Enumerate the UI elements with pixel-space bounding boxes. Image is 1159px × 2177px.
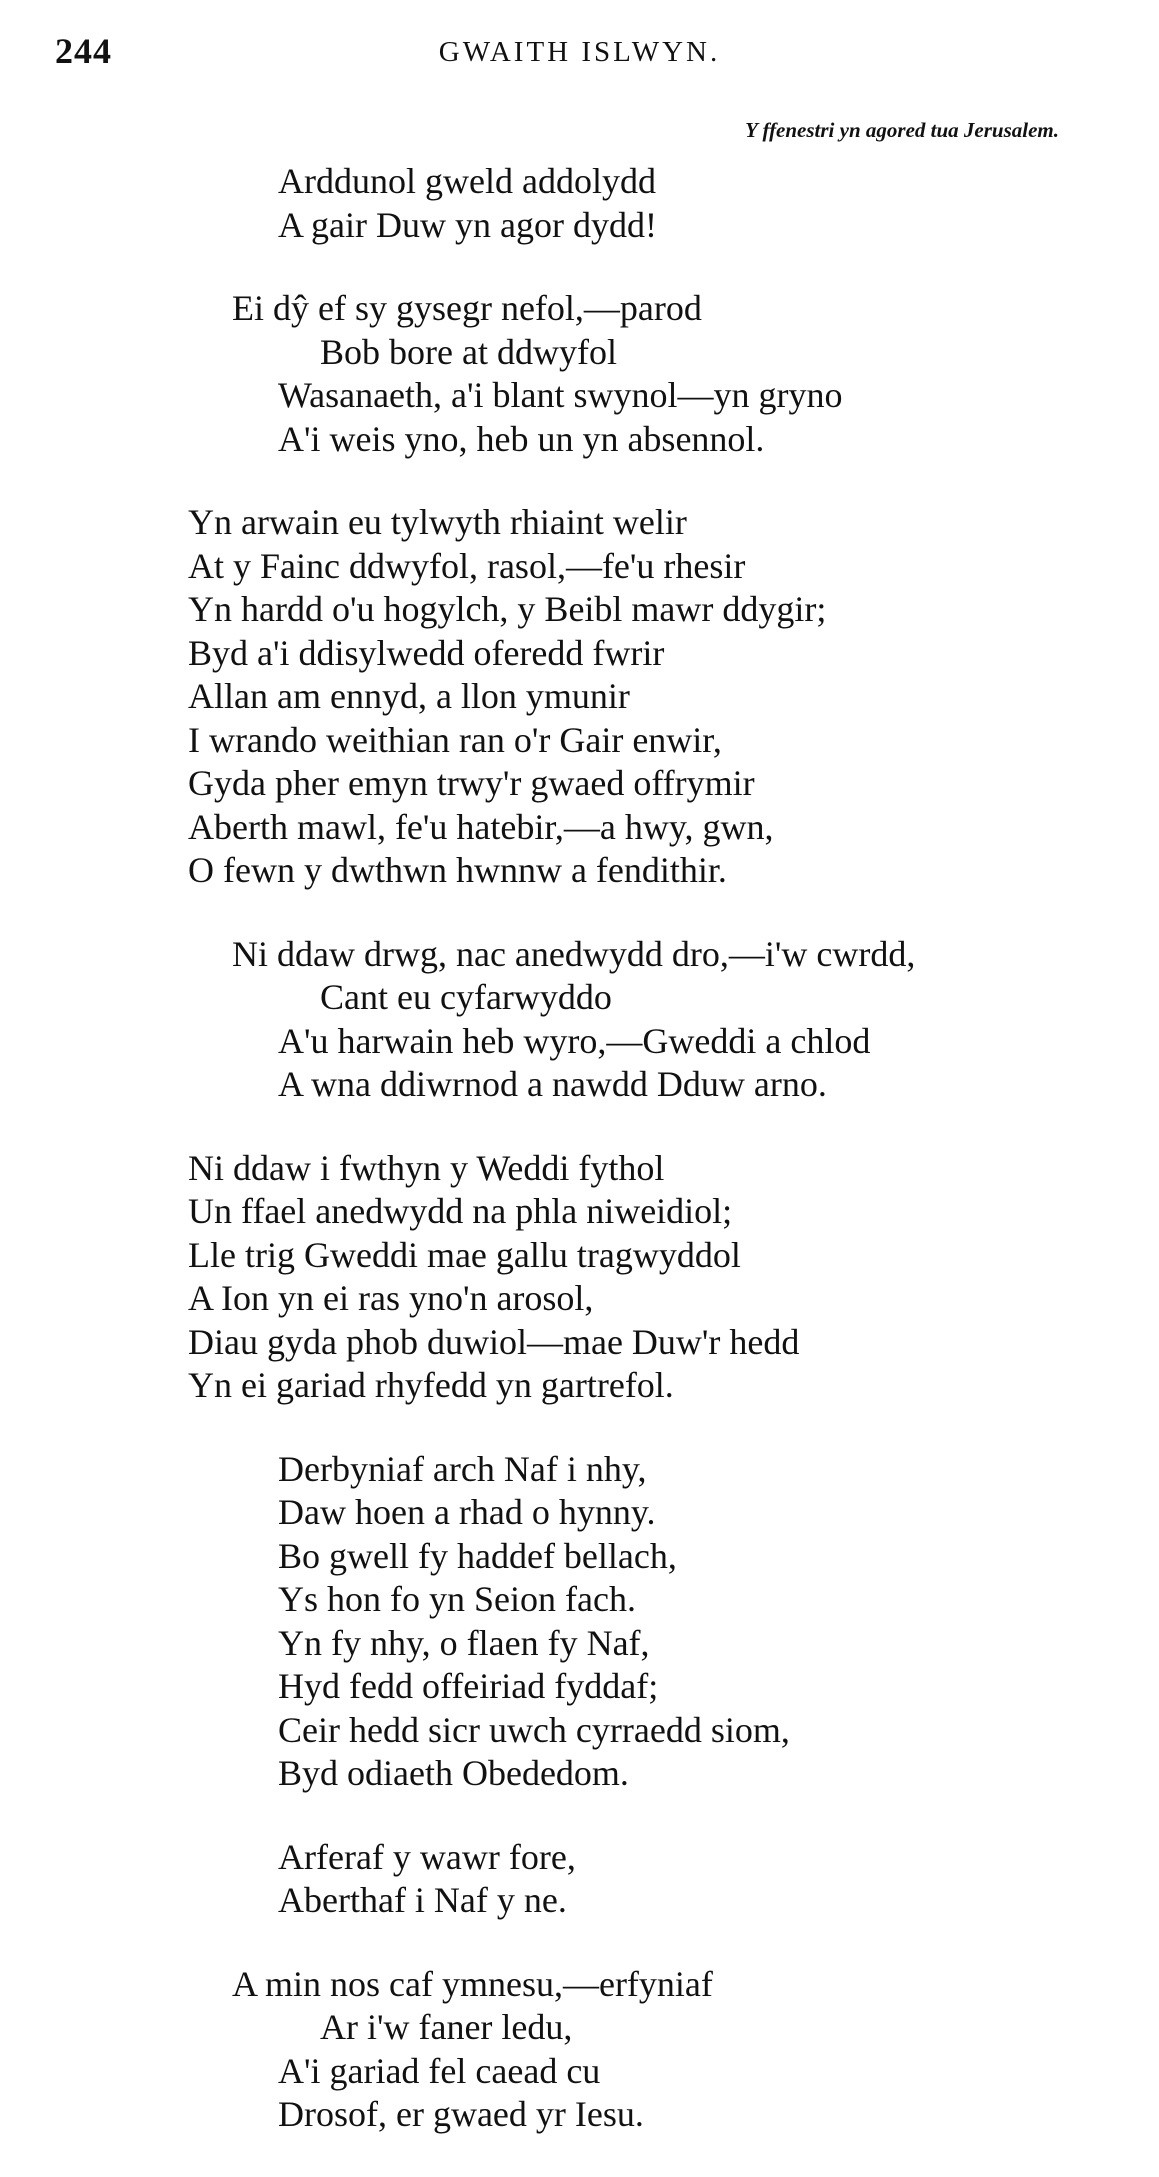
source-note: Y ffenestri yn agored tua Jerusalem. — [745, 118, 1059, 142]
stanza — [0, 1147, 1159, 1408]
poem-line: I wrando weithian ran o'r Gair enwir, — [188, 719, 722, 760]
poem-line: Byd odiaeth Obededom. — [278, 1753, 629, 1793]
poem-line: A Ion yn ei ras yno'n arosol, — [188, 1278, 594, 1318]
poem-line: Lle trig Gweddi mae gallu tragwyddol — [188, 1234, 741, 1275]
stanza — [0, 933, 1159, 1107]
poem-line: Ceir hedd sicr uwch cyrraedd siom, — [278, 1709, 790, 1750]
poem-line: Ar i'w faner ledu, — [320, 2007, 573, 2047]
poem-line: A'i gariad fel caead cu — [278, 2050, 601, 2091]
stanza — [0, 160, 1159, 247]
stanza — [0, 1448, 1159, 1796]
poem-line: Yn fy nhy, o flaen fy Naf, — [278, 1622, 650, 1663]
poem-line: Bo gwell fy haddef bellach, — [278, 1535, 677, 1576]
poem-line: Wasanaeth, a'i blant swynol—yn gryno — [278, 375, 843, 415]
poem-line: Daw hoen a rhad o hynny. — [278, 1492, 656, 1532]
poem-line: Un ffael anedwydd na phla niweidiol; — [188, 1191, 733, 1231]
stanza — [0, 1836, 1159, 1923]
poem-line: A min nos caf ymnesu,—erfyniaf — [232, 1963, 713, 2004]
page-header — [0, 30, 1159, 80]
poem-line: A gair Duw yn agor dydd! — [278, 204, 657, 245]
poem-line: Arddunol gweld addolydd — [278, 161, 656, 201]
poem-line: Ni ddaw i fwthyn y Weddi fythol — [188, 1147, 665, 1188]
poem-line: Aberthaf i Naf y ne. — [278, 1880, 567, 1920]
stanza — [0, 501, 1159, 893]
poem-line: Cant eu cyfarwyddo — [320, 977, 612, 1017]
poem-line: Hyd fedd offeiriad fyddaf; — [278, 1666, 659, 1706]
poem-line: A'i weis yno, heb un yn absennol. — [278, 418, 765, 459]
stanza — [0, 1963, 1159, 2137]
poem-line: A'u harwain heb wyro,—Gweddi a chlod — [278, 1020, 871, 1061]
poem-line: At y Fainc ddwyfol, rasol,—fe'u rhesir — [188, 545, 746, 586]
poem-line: Yn ei gariad rhyfedd yn gartrefol. — [188, 1365, 674, 1405]
poem-line: Yn hardd o'u hogylch, y Beibl mawr ddygir; — [188, 589, 827, 629]
poem-line: O fewn y dwthwn hwnnw a fendithir. — [188, 850, 727, 890]
poem-line: A wna ddiwrnod a nawdd Dduw arno. — [278, 1064, 827, 1104]
poem-line: Derbyniaf arch Naf i nhy, — [278, 1448, 647, 1489]
poem-line: Ni ddaw drwg, nac anedwydd dro,—i'w cwrdd, — [232, 933, 916, 974]
poem-line: Gyda pher emyn trwy'r gwaed offrymir — [188, 763, 755, 803]
poem-line: Drosof, er gwaed yr Iesu. — [278, 2094, 644, 2134]
poem-line: Yn arwain eu tylwyth rhiaint welir — [188, 502, 687, 542]
poem-line: Bob bore at ddwyfol — [320, 331, 617, 372]
poem-line: Ys hon fo yn Seion fach. — [278, 1579, 636, 1619]
poem-line: Ei dŷ ef sy gysegr nefol,—parod — [232, 288, 702, 328]
running-title: GWAITH ISLWYN. — [438, 36, 721, 68]
poem-line: Aberth mawl, fe'u hatebir,—a hwy, gwn, — [188, 806, 774, 847]
poem-line: Byd a'i ddisylwedd oferedd fwrir — [188, 632, 665, 673]
poem-line: Arferaf y wawr fore, — [278, 1836, 576, 1877]
poem-body — [0, 160, 1159, 2177]
poem-line: Diau gyda phob duwiol—mae Duw'r hedd — [188, 1321, 800, 1362]
stanza — [0, 287, 1159, 461]
poem-line: Allan am ennyd, a llon ymunir — [188, 676, 630, 716]
page-number: 244 — [55, 31, 112, 71]
